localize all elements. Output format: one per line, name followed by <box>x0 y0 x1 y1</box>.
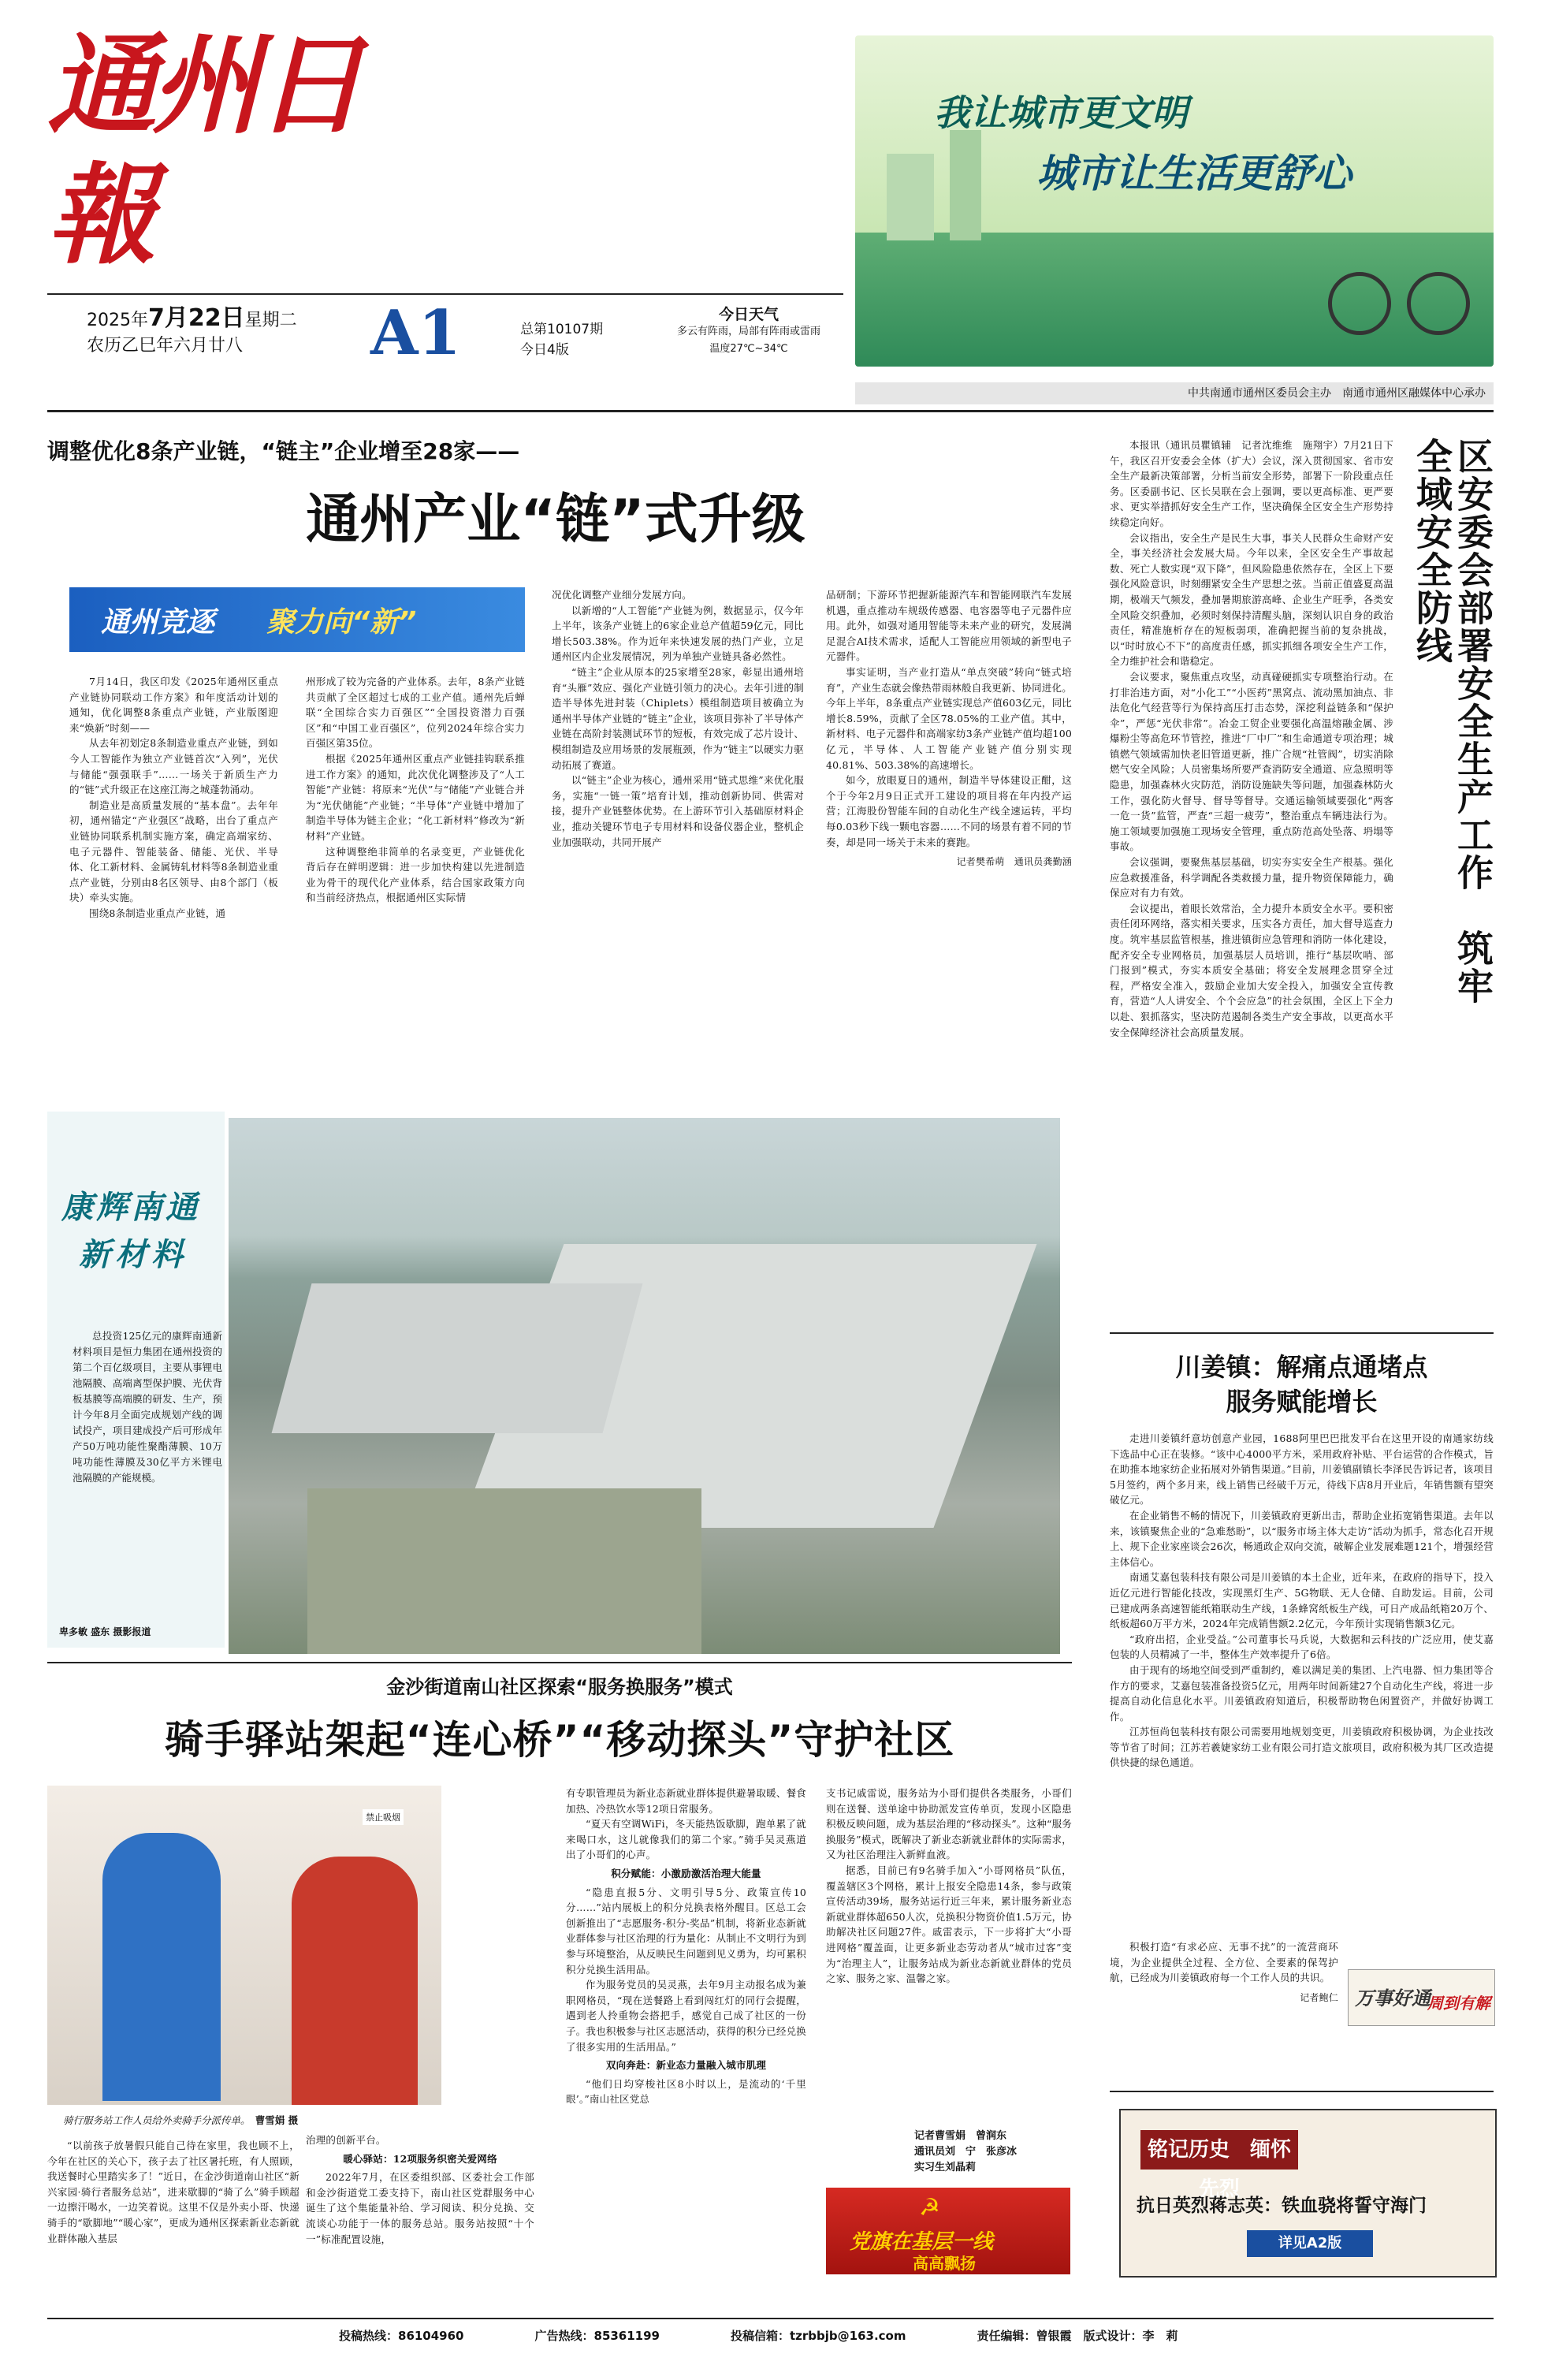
bicycle-wheel-icon <box>1328 272 1391 335</box>
weather-block <box>654 306 843 358</box>
weather-temp: 温度27℃~34℃ <box>709 343 788 355</box>
banner-building <box>887 154 934 240</box>
tag-text-2: 聚力向“新” <box>266 606 417 639</box>
issue-number: 总第10107期 <box>520 322 604 337</box>
footer-editor: 责任编辑：曾银霞 版式设计：李 莉 <box>977 2329 1178 2343</box>
date-year: 2025年 <box>87 311 148 330</box>
history-box <box>1119 2109 1497 2278</box>
chuanjiang-body-tail: 积极打造“有求必应、无事不扰”的一流营商环境，为企业提供全过程、全方位、全要素的保驾护航，已经成为川姜镇政府每一个工作人员的共识。 记者鲍仁 <box>1110 1939 1338 2006</box>
photo-credit: 卑多敏 盛东 摄影报道 <box>59 1626 151 1637</box>
footer-ad-hotline: 广告热线：85361199 <box>534 2329 660 2343</box>
rider-column-1: “以前孩子放暑假只能自己待在家里，我也顾不上，今年在社区的关心下，孩子去了社区暑托班，有人照顾，我送餐时心里踏实多了！”近日，在金沙街道南山社区“新兴家园·骑行者服务总站”，进来歇脚的“骑了么”骑手顾超一边擦汗喝水，一边笑着说。这里不仅是外卖小哥、快递骑手的“歇脚地”“暖心家”，更成为通州区探索新业态新就业群体融入基层 <box>47 2140 299 2244</box>
rider-photo-caption: 骑行服务站工作人员给外卖骑手分派传单。 曹雪娟 摄 <box>63 2114 299 2126</box>
no-smoking-sign: 禁止吸烟 <box>363 1809 404 1825</box>
rider-kicker: 金沙街道南山社区探索“服务换服务”模式 <box>386 1676 733 1698</box>
newspaper-logo: 通州日報 <box>47 20 360 279</box>
banner-slogan-2: 城市让生活更舒心 <box>1036 151 1352 196</box>
tag-text-1: 通州竞逐 <box>101 606 215 639</box>
party-badge-sub: 高高飘扬 <box>913 2254 976 2273</box>
rider-headline: 骑手驿站架起“连心桥”“移动探头”守护社区 <box>164 1717 955 1763</box>
sponsor-bar: 中共南通市通州区委员会主办 南通市通州区融媒体中心承办 <box>855 382 1494 404</box>
page-count: 今日4版 <box>520 342 569 358</box>
banner-slogan-1: 我让城市更文明 <box>934 91 1188 134</box>
chuanjiang-headline-2: 服务赋能增长 <box>1226 1387 1378 1417</box>
wanshi-text-1: 万事好通 <box>1355 1987 1431 2009</box>
photo-title-2: 新材料 <box>79 1236 188 1273</box>
chuanjiang-body: 走进川姜镇纤意坊创意产业园，1688阿里巴巴批发平台在这里开设的南通家纺线下选品中心正在装修。“该中心4000平方米，采用政府补贴、平台运营的合作模式，旨在助推本地家纺企业拓展对外销售渠道。”目前，川姜镇副镇长李泽民告诉记者，该项目5月签约，两个多月来，线上销售已经破千万元，待线下店8月开业后，年销售额有望突破亿元。 在企业销售不畅的情况下，川姜镇政府更新出击，帮助企业拓宽销售渠道。去年以来，该镇聚焦企业的“急难愁盼”，以“服务市场主体大走访”活动为抓手，常态化召开规上、规下企业家座谈会26次，畅通政企双向交流，破解企业发展难题121个，增强经营主体信心。 南通艾嘉包装科技有限公司是川姜镇的本土企业，近年来，在政府的指导下，投入近亿元进行智能化技改，实现黑灯生产、5G物联、无人仓储、自助发运。目前，公司已建成两条高速智能纸箱联动生产线，1条蜂窝纸板生产线，可日产成品纸箱20万个、纸板超60万平方米，2024年完成销售额2.2亿元，今年预计实现销售额3亿元。 “政府出招，企业受益。”公司董事长马兵说，大数据和云科技的广泛应用，使艾嘉包装的人员精减了一半，整体生产效率提升了6倍。 由于现有的场地空间受到严重制约，难以满足美的集团、上汽电器、恒力集团等合作方的要求，艾嘉包装准备投资5亿元，用两年时间新建27个自动化生产线，将进一步提高自动化信息化水平。川姜镇政府知道后，积极帮助物色闲置资产，并做好协调工作。 江苏恒尚包装科技有限公司需要用地规划变更，川姜镇政府积极协调，为企业技改等节省了时间；江苏若羲婕家纺工业有限公司打造文旅项目，政府积极为其厂区改造提供快捷的绿色通道。 <box>1110 1432 1494 1769</box>
lead-tag-banner <box>69 587 525 652</box>
lead-column-3: 况优化调整产业细分发展方向。 以新增的“人工智能”产业链为例，数据显示，仅今年上半年，该条产业链上的6家企业总产值超59亿元，同比增长503.38%。作为近年来快速发展的热门产业，立足通州区内企业发展情况，列为单独产业链具备必然性。 “链主”企业从原本的25家增至28家，彰显出通州培育“头雁”效应、强化产业链引领力的决心。去年引进的制造半导体先进封装（Chiplets）模组制造项目被确立为通州半导体产业链的“链主”企业，该项目弥补了半导体产业链在高阶封装测试环节的短板，有效完成了芯片设计、模组制造及应用场景的发展瓶颈，作为“链主”以硬实力驱动拓展了赛道。 以“链主”企业为核心，通州采用“链式思维”来优化服务，实施“一链一策”培育计划，推动创新协同、供需对接，提升产业链整体优势。在上游环节引入基础原材料企业，推动关键环节电子专用材料和设备仪器企业，整机企业加强联动，共同开展产 <box>552 589 804 848</box>
banner-building <box>950 130 981 240</box>
top-rule <box>47 410 1494 412</box>
footer-bar <box>339 2326 1490 2346</box>
rider-figure <box>102 1833 221 2101</box>
rider-byline: 记者曹雪娟 曾润东 通讯员刘 宁 张彦冰 实习生刘晶莉 <box>914 2130 1018 2173</box>
field-area <box>307 1488 701 1654</box>
page-number: A1 <box>370 297 461 369</box>
lead-column-4: 品研制；下游环节把握新能源汽车和智能网联汽车发展机遇，重点推动车规级传感器、电容器等电子元器件应用。此外，如强对通用智能等未来产业的研究，发展满足混合AI技术需求，适配人工智能应用领域的新型电子元器件。 事实证明，当产业打造从“单点突破”转向“链式培育”，产业生态就会像热带雨林般自我更新、协同进化。今年上半年，8条重点产业链实现总产值603亿元，同比增长8.59%，贡献了全区78.05%的工业产值。其中，新材料、电子元器件和高端家纺3条产业链产值均超100亿元，半导体、人工智能产业链产值分别实现40.81%、503.38%的高速增长。 如今，放眼夏日的通州，制造半导体建设正酣，这个于今年2月9日正式开工建设的项目将在年内投产运营；江海股份智能车间的自动化生产线全速运转，平均每0.03秒下线一颗电容器……不同的场景有着不同的节奏，却是同一场关于未来的赛跑。 记者樊希萌 通讯员龚勤涵 <box>826 587 1072 870</box>
weekday: 星期二 <box>244 311 297 330</box>
chuanjiang-headline-1: 川姜镇：解痛点通堵点 <box>1175 1352 1428 1382</box>
safety-headline: 区安委会部署安全生产工作 筑牢全域安全防线 <box>1411 438 1494 1005</box>
lunar-date: 农历乙巳年六月廿八 <box>87 336 244 356</box>
lead-headline: 通州产业“链”式升级 <box>306 489 805 551</box>
wanshi-box <box>1348 1969 1495 2026</box>
wanshi-text-2: 周到有解 <box>1427 1994 1490 2013</box>
divider <box>1110 1332 1494 1334</box>
photo-caption: 总投资125亿元的康辉南通新材料项目是恒力集团在通州投资的第二个百亿级项目，主要从事锂电池隔膜、高端离型保护膜、光伏背板基膜等高端膜的研发、生产，预计今年8月全面完成规划产线的调试投产，项目建成投产后可形成年产50万吨功能性聚酯薄膜、10万吨功能性薄膜及30亿平方米锂电池隔膜的产能规模。 <box>73 1330 222 1484</box>
photo-title-1: 康辉南通 <box>61 1189 200 1226</box>
weather-desc: 多云有阵雨，局部有阵雨或雷雨 <box>676 326 820 337</box>
lead-kicker: 调整优化8条产业链，“链主”企业增至28家—— <box>47 438 520 464</box>
footer-rule <box>47 2318 1494 2319</box>
party-badge-title: 党旗在基层一线 <box>850 2230 994 2254</box>
date-block <box>87 306 363 359</box>
factory-aerial-photo <box>229 1118 1060 1654</box>
civility-banner <box>855 35 1494 367</box>
chuanjiang-byline: 记者鲍仁 <box>1300 1991 1338 2003</box>
footer-tip-hotline: 投稿热线：86104960 <box>339 2329 464 2343</box>
issue-block <box>520 319 646 360</box>
bicycle-wheel-icon <box>1407 272 1470 335</box>
divider <box>1110 2091 1494 2092</box>
weather-title: 今日天气 <box>718 306 779 323</box>
history-headline: 抗日英烈蒋志英：铁血骁将誓守海门 <box>1137 2196 1427 2216</box>
rider-column-4: 支书记戚雷说，服务站为小哥们提供各类服务，小哥们则在送餐、送单途中协助派发宣传单页，发现小区隐患积极反映问题，成为基层治理的“移动探头”。这种“服务换服务”模式，既解决了新业态新就业群体的实际需求，又为社区治理注入新鲜血液。 据悉，目前已有9名骑手加入“小哥网格员”队伍，覆盖辖区3个网格，累计上报安全隐患14条，参与政策宣传活动39场，服务站运行近三年来，累计服务新业态新就业群体超650人次，兑换积分物资价值1.5万元，协助解决社区问题27件。戚雷表示，下一步将扩大“小哥进网格”覆盖面，让更多新业态劳动者从“城市过客”变为“治理主人”，让服务站成为新业态新就业群体的党员之家、服务之家、温馨之家。 <box>826 1787 1072 1985</box>
staff-figure <box>292 1857 418 2105</box>
factory-roofs <box>272 1283 643 1433</box>
history-title-bar: 铭记历史 缅怀先烈 <box>1140 2130 1298 2170</box>
lead-byline: 记者樊希萌 通讯员龚勤涵 <box>956 856 1072 868</box>
lead-column-1: 7月14日，我区印发《2025年通州区重点产业链协同联动工作方案》和年度活动计划的通知，优化调整8条重点产业链，产业版图迎来“焕新”时刻—— 从去年初划定8条制造业重点产业链，到如今人工智能作为独立产业链首次“入列”，光伏与储能“强强联手”……一场关于新质生产力的“链”式升级正在这座江海之城蓬勃涌动。 制造业是高质量发展的“基本盘”。去年年初，通州锚定“产业强区”战略，出台了重点产业链协同联系机制实施方案，确定高端家纺、电子元器件、智能装备、储能、光伏、半导体、化工新材料、金属铸轧材料等8条制造业重点产业链，分别由8名区领导、由8个部门（板块）牵头实施。 围绕8条制造业重点产业链，通 <box>69 676 278 919</box>
party-badge <box>826 2188 1070 2274</box>
rider-column-2: 治理的创新平台。 暖心驿站：12项服务织密关爱网络 2022年7月，在区委组织部、区委社会工作部和金沙街道党工委支持下，南山社区党群服务中心诞生了这个集能量补给、学习阅读、积分兑换、交流谈心功能于一体的服务总站。服务站按照“十个一”标准配置设施， <box>306 2134 534 2245</box>
party-emblem-icon: ☭ <box>919 2194 940 2222</box>
rider-column-3: 有专职管理员为新业态新就业群体提供避暑取暖、餐食加热、冷热饮水等12项日常服务。 “夏天有空调WiFi，冬天能热饭歇脚，跑单累了就来喝口水，这儿就像我们的第二个家。”骑手吴灵燕道出了小哥们的心声。 积分赋能：小激励激活治理大能量 “隐患直报5分、文明引导5分、政策宣传10分……”站内展板上的积分兑换表格外醒目。区总工会创新推出了“志愿服务-积分-奖品”机制，将新业态新就业群体参与社区治理的行为量化：从制止不文明行为到参与环境整治，从反映民生问题到见义勇为，均可累积积分兑换生活用品。 作为服务党员的吴灵燕，去年9月主动报名成为兼职网格员，“现在送餐路上看到闯红灯的同行会提醒，遇到老人拎重物会搭把手，感觉自己成了社区的一份子。我也积极参与社区志愿活动，获得的积分已经兑换了很多实用的生活用品。” 双向奔赴：新业态力量融入城市肌理 “他们日均穿梭社区8小时以上，是流动的‘千里眼’。”南山社区党总 <box>566 1787 806 2106</box>
history-link[interactable]: 详见A2版 <box>1247 2230 1373 2257</box>
footer-email: 投稿信箱：tzrbbjb@163.com <box>731 2329 906 2343</box>
banner-ground <box>855 233 1494 367</box>
date-main: 7月22日 <box>148 304 245 332</box>
rider-photo <box>47 1786 441 2105</box>
rider-photo-credit: 曹雪娟 摄 <box>255 2114 299 2126</box>
safety-body: 本报讯（通讯员瞿镇辅 记者沈维维 施翔宇）7月21日下午，我区召开安委会全体（扩大）会议，深入贯彻国家、省市安全生产最新决策部署，分析当前安全形势，部署下一阶段重点任务。区委副书记、区长吴联在会上强调，要以更高标准、更严要求、更实举措抓好安全生产工作，坚决确保全区安全生产形势持续稳定向好。 会议指出，安全生产是民生大事，事关人民群众生命财产安全，事关经济社会发展大局。今年以来，全区安全生产事故起数、死亡人数实现“双下降”，但风险隐患依然存在，全区上下要强化风险意识，时刻绷紧安全生产思想之弦。当前正值盛夏高温期，极端天气频发，叠加暑期旅游高峰、企业生产旺季，各类安全风险交织叠加，必须时刻保持清醒头脑，深刻认识自身的政治责任，精准施析存在的短板弱项，准确把握当前的复杂挑战，以“时时放心不下”的高度责任感，抓实抓细各项安全生产工作，全力维护社会和谐稳定。 会议要求，聚焦重点攻坚，动真碰硬抓实专项整治行动。在打非治违方面，对“小化工”“小医药”黑窝点、流动黑加油点、非法危化气经营等行为保持高压打击态势，深挖利益链条和“保护伞”，严惩“光伏非常”。冶金工贸企业要强化高温熔融金属、涉爆粉尘等高危环节管控，推进“厂中厂”和生命通道专项治理；城镇燃气领域需加快老旧管道更新，推广合规“社管阀”，切实消除燃气安全风险；人员密集场所要严查消防安全通道、应急照明等隐患，加强森林火灾防范，消防设施缺失等问题，加强森林防火工作，强化防火督导、督导等督导。交通运输领域要强化“两客一危一货”监管，严查“三超一疲劳”，整治重点车辆违法行为。施工领域要加强施工现场安全管理，重点防范高处坠落、坍塌等事故。 会议强调，要聚焦基层基础，切实夯实安全生产根基。强化应急救援准备，科学调配各类救援力量，提升物资保障能力，确保应对有力有效。 会议提出，着眼长效常治，全力提升本质安全水平。要积密责任闭环网络，落实相关要求，压实各方责任，加大督导巡查力度。筑牢基层监管根基，推进镇街应急管理和消防一体化建设，配齐安全专业网格员，加强基层人员培训，推行“基层吹哨、部门报到”模式，夯实本质安全基础；将安全发展理念贯穿全过程，严格安全准入，鼓励企业加大安全投入，加强安全宣传教育，营造“人人讲安全、个个会应急”的社会氛围，全区上下全力以赴、狠抓落实，坚决防范遏制各类生产安全事故，以更高水平安全保障经济社会高质量发展。 <box>1110 439 1393 1038</box>
lead-column-2: 州形成了较为完备的产业体系。去年，8条产业链共贡献了全区超过七成的工业产值。通州先后蝉联“全国综合实力百强区”“全国投资潜力百强区”和“中国工业百强区”，位列2024年综合实力百强区第35位。 根据《2025年通州区重点产业链挂钩联系推进工作方案》的通知，此次优化调整涉及了“人工智能”产业链：将原来“光伏”与“储能”产业链合并为“光伏储能”产业链；“半导体”产业链中增加了制造半导体为链主企业；“化工新材料”修改为“新材料”产业链。 这种调整绝非简单的名录变更，产业链优化背后存在鲜明逻辑：进一步加快构建以先进制造业为骨干的现代化产业体系，结合国家政策方向和当前经济热点，根据通州区实际情 <box>306 676 525 904</box>
divider <box>47 1662 1072 1663</box>
masthead-rule <box>47 293 843 295</box>
